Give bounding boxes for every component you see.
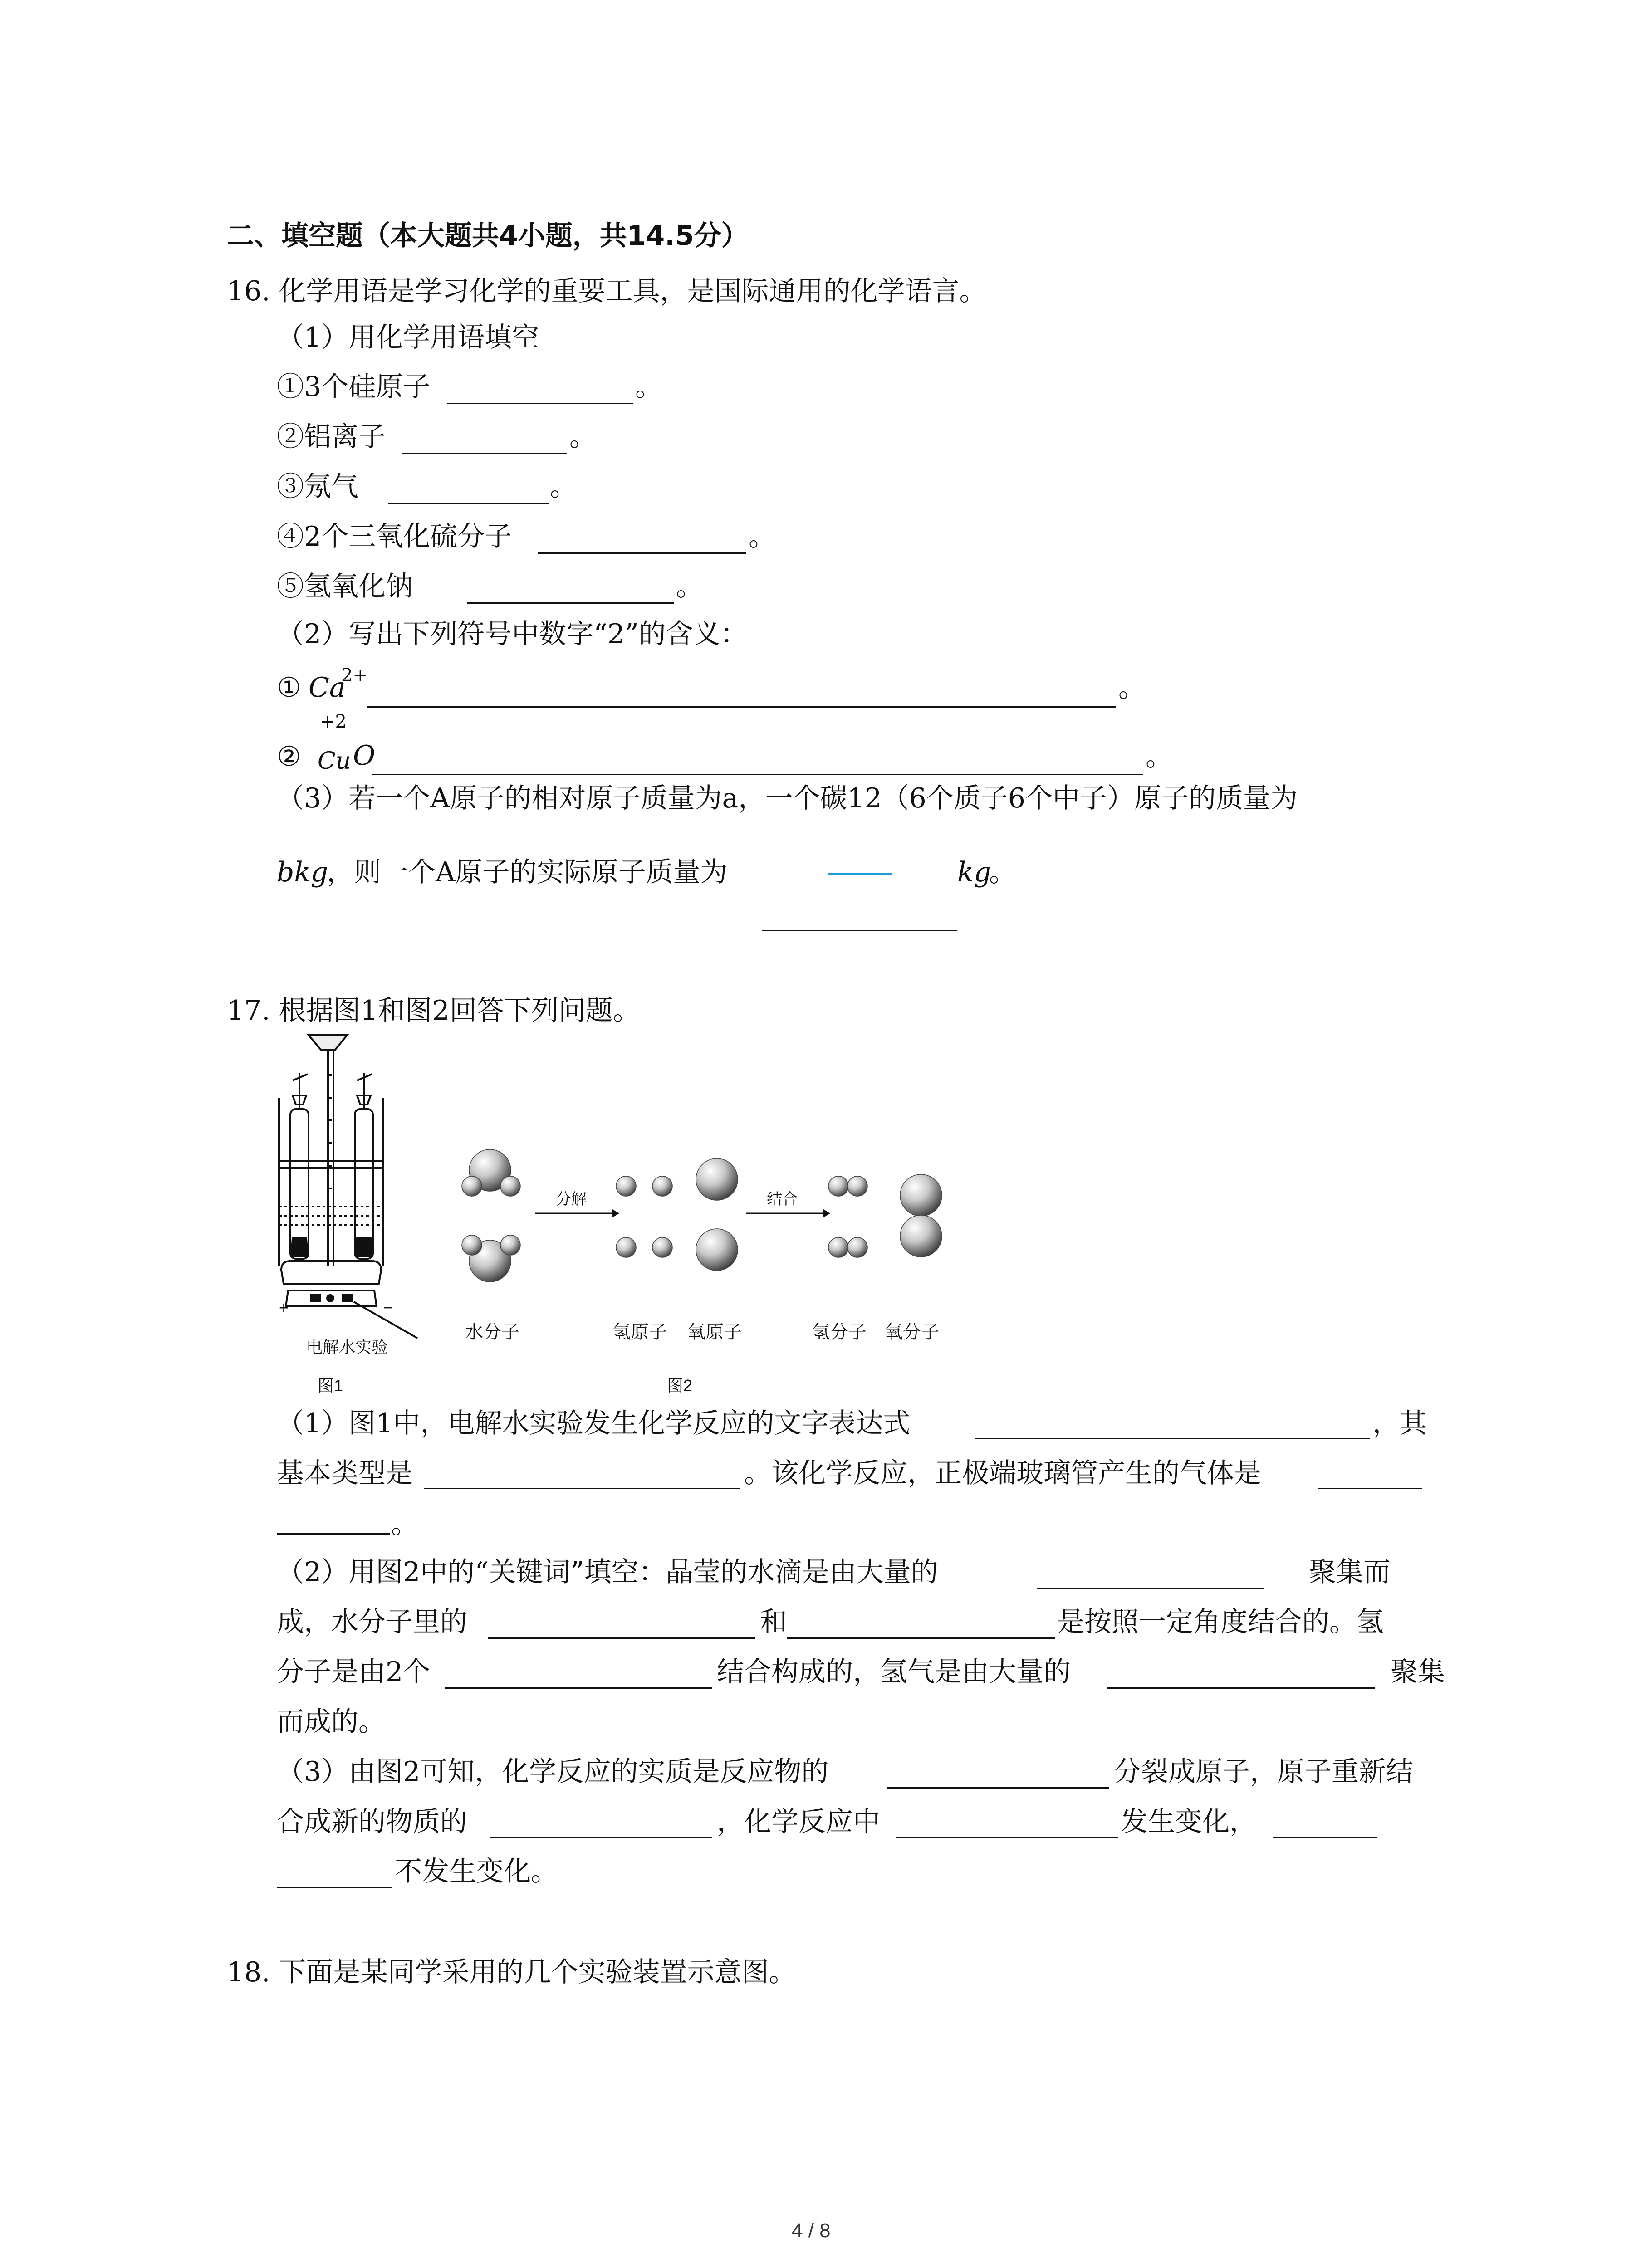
blank-line: [488, 1637, 755, 1639]
blank-line: [1107, 1687, 1375, 1689]
q17-p2-line2b: 和: [760, 1606, 787, 1638]
o-symbol: O: [353, 740, 376, 772]
q17-p3-line2b: ，化学反应中: [717, 1806, 880, 1838]
q17-p2-line1b: 聚集而: [1309, 1556, 1391, 1588]
section-heading: 二、填空题（本大题共4小题，共14.5分）: [227, 220, 749, 252]
q17-p2-line1a: （2）用图2中的“关键词”填空：晶莹的水滴是由大量的: [277, 1556, 938, 1588]
q17-stem: 17. 根据图1和图2回答下列问题。: [227, 995, 640, 1026]
ca-symbol: Ca: [309, 672, 346, 704]
blank-line: [447, 403, 633, 404]
q16-item3: ③氖气: [277, 471, 358, 503]
q16-item2: ②铝离子: [277, 421, 386, 453]
product-molecules: [828, 1174, 942, 1257]
q17-p2-line4: 而成的。: [277, 1706, 386, 1738]
blank-line: [762, 930, 957, 931]
q18-stem: 18. 下面是某同学采用的几个实验装置示意图。: [227, 1956, 796, 1988]
q17-p1-line1-end: ，其: [1372, 1408, 1427, 1439]
q17-p2-line2c: 是按照一定角度结合的。氢: [1057, 1606, 1384, 1638]
blank-line: [277, 1533, 390, 1535]
blank-line: [367, 706, 1116, 708]
blank-line: [1273, 1837, 1377, 1838]
q16-item5: ⑤氢氧化钠: [277, 571, 413, 602]
blank-line: [445, 1687, 712, 1689]
blank-line: [1318, 1488, 1422, 1489]
q17-p1-line2b: 。该化学反应，正极端玻璃管产生的气体是: [744, 1457, 1261, 1489]
water-molecule-label: 水分子: [465, 1322, 519, 1342]
combine-label: 结合: [767, 1191, 798, 1208]
period: 。: [749, 521, 776, 552]
circled-1: ①: [277, 672, 301, 704]
blank-line: [424, 1488, 740, 1489]
q17-p1-line2a: 基本类型是: [277, 1457, 413, 1489]
electrolysis-figure: [268, 1030, 948, 1402]
figure2-label: 图2: [667, 1376, 693, 1395]
period: 。: [1118, 672, 1146, 704]
q17-p2-line3b: 结合构成的，氢气是由大量的: [717, 1656, 1071, 1688]
q17-p2-line2a: 成，水分子里的: [277, 1606, 467, 1638]
water-molecules: [462, 1149, 520, 1282]
blank-line: [887, 1787, 1109, 1789]
figure1-label: 图1: [318, 1376, 343, 1395]
ca-charge: 2+: [341, 665, 368, 686]
page-number: 4 / 8: [792, 2219, 831, 2242]
q16-item4: ④2个三氧化硫分子: [277, 521, 512, 552]
positive-terminal: +: [279, 1298, 289, 1317]
oxygen-molecule-label: 氧分子: [885, 1322, 939, 1342]
period: 。: [676, 571, 703, 602]
blank-line: [975, 1438, 1370, 1439]
cu-symbol: Cu: [318, 748, 351, 775]
hydrogen-atom-label: 氢原子: [612, 1322, 667, 1342]
q16-stem: 16. 化学用语是学习化学的重要工具，是国际通用的化学语言。: [227, 275, 987, 307]
negative-terminal: −: [383, 1298, 393, 1317]
blank-line: [1037, 1588, 1264, 1589]
circled-2: ②: [277, 741, 301, 772]
blank-line: [277, 1887, 392, 1888]
blank-line: [372, 774, 1143, 775]
q17-p3-line1a: （3）由图2可知，化学反应的实质是反应物的: [277, 1756, 829, 1788]
period: 。: [550, 471, 577, 503]
bkg-text: bkg: [277, 856, 328, 888]
q16-part3-line1: （3）若一个A原子的相对原子质量为a，一个碳12（6个质子6个中子）原子的质量为: [277, 782, 1298, 814]
hydrogen-molecule-label: 氢分子: [812, 1322, 867, 1342]
q16-part1: （1）用化学用语填空: [277, 322, 539, 353]
q16-part3-line2: ，则一个A原子的实际原子质量为: [327, 856, 728, 888]
blank-line: [490, 1837, 712, 1838]
separate-atoms: [616, 1158, 738, 1271]
q17-p2-line3c: 聚集: [1391, 1656, 1445, 1688]
oxygen-atom-label: 氧原子: [687, 1322, 742, 1342]
period: 。: [989, 856, 1016, 888]
blank-line: [402, 453, 567, 454]
q17-p3-line3: 不发生变化。: [395, 1856, 558, 1887]
electrolysis-apparatus: [279, 1035, 417, 1338]
cu-valence: +2: [320, 711, 347, 732]
fraction-bar: [828, 873, 892, 875]
blank-line: [787, 1637, 1055, 1639]
q17-p2-line3a: 分子是由2个: [277, 1656, 431, 1688]
q17-p3-line1b: 分裂成原子，原子重新结: [1114, 1756, 1413, 1788]
blank-line: [896, 1837, 1118, 1838]
blank-line: [388, 503, 549, 504]
period: 。: [635, 371, 662, 403]
period: 。: [1146, 741, 1173, 772]
apparatus-caption: 电解水实验: [306, 1338, 388, 1356]
q17-p1-line1: （1）图1中，电解水实验发生化学反应的文字表达式: [277, 1408, 911, 1439]
q16-part2: （2）写出下列符号中数字“2”的含义：: [277, 618, 748, 650]
period: 。: [391, 1508, 418, 1540]
blank-line: [467, 602, 674, 604]
q16-item1: ①3个硅原子: [277, 371, 431, 403]
q17-p3-line2c: 发生变化，: [1121, 1806, 1257, 1838]
decompose-label: 分解: [556, 1191, 587, 1208]
period: 。: [569, 421, 597, 453]
q17-p3-line2a: 合成新的物质的: [277, 1806, 467, 1838]
kg-unit: kg: [957, 856, 991, 888]
blank-line: [538, 552, 746, 554]
